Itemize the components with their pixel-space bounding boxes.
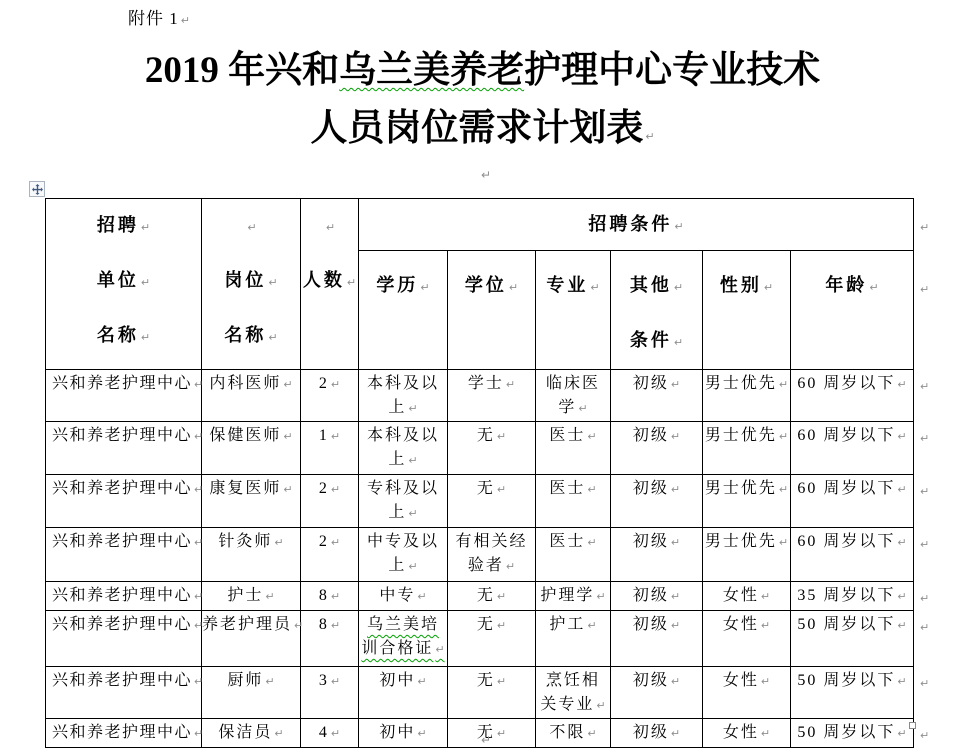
row-end-mark — [914, 528, 959, 582]
cell-degree: 学士 ↵ — [448, 370, 536, 422]
header-position: ↵ 岗位 ↵ 名称 ↵ — [202, 199, 301, 370]
cell-count: 1 ↵ — [301, 422, 359, 475]
table-row — [46, 582, 959, 611]
cell-gender: 男士优先 ↵ — [703, 475, 791, 528]
cell-gender: 男士优先 ↵ — [703, 370, 791, 422]
cell-other: 初级 ↵ — [611, 719, 703, 748]
table-row — [46, 528, 959, 582]
cell-age: 35 周岁以下 ↵ — [791, 582, 914, 611]
row-end-mark — [914, 422, 959, 475]
cell-degree: 无 ↵ — [448, 422, 536, 475]
table-body — [46, 370, 959, 748]
cell-age: 60 周岁以下 ↵ — [791, 422, 914, 475]
header-age: 年龄 ↵ — [791, 251, 914, 370]
cell-position: 内科医师 ↵ — [202, 370, 301, 422]
cell-count: 2 ↵ — [301, 370, 359, 422]
cell-unit: 兴和养老护理中心 ↵ — [46, 370, 202, 422]
table-move-handle[interactable] — [29, 181, 45, 197]
title-line1-after: 护理中心专业技术 — [524, 50, 821, 91]
cell-gender: 女性 ↵ — [703, 719, 791, 748]
row-end-mark — [914, 582, 959, 611]
cell-major: 医士 ↵ — [536, 475, 611, 528]
cell-major: 护理学 ↵ — [536, 582, 611, 611]
cell-position: 厨师 ↵ — [202, 667, 301, 719]
recruitment-table — [45, 198, 959, 748]
cell-position: 保洁员 ↵ — [202, 719, 301, 748]
move-icon — [32, 184, 43, 195]
row-end-mark — [914, 370, 959, 422]
cell-education: 中专及以 上 ↵ — [359, 528, 448, 582]
cell-count: 3 ↵ — [301, 667, 359, 719]
cell-count: 8 ↵ — [301, 582, 359, 611]
cell-count: 2 ↵ — [301, 528, 359, 582]
table-row — [46, 422, 959, 475]
cell-age: 50 周岁以下 ↵ — [791, 719, 914, 748]
table-row — [46, 667, 959, 719]
cell-gender: 女性 ↵ — [703, 611, 791, 667]
paragraph-mark — [481, 731, 495, 745]
cell-age: 50 周岁以下 ↵ — [791, 611, 914, 667]
cell-education: 中专 ↵ — [359, 582, 448, 611]
cell-education: 初中 ↵ — [359, 667, 448, 719]
row-end-mark — [914, 199, 959, 251]
title-line1 — [0, 42, 965, 100]
cell-age: 60 周岁以下 ↵ — [791, 370, 914, 422]
header-count: ↵ 人数 ↵ — [301, 199, 359, 370]
row-end-mark — [914, 719, 959, 748]
cell-gender: 男士优先 ↵ — [703, 422, 791, 475]
cell-age: 60 周岁以下 ↵ — [791, 475, 914, 528]
cell-position: 养老护理员 ↵ — [202, 611, 301, 667]
cell-gender: 女性 ↵ — [703, 582, 791, 611]
cell-other: 初级 ↵ — [611, 611, 703, 667]
cell-count: 4 ↵ — [301, 719, 359, 748]
cell-age: 50 周岁以下 ↵ — [791, 667, 914, 719]
paragraph-mark — [481, 166, 495, 180]
cell-education: 专科及以 上 ↵ — [359, 475, 448, 528]
cell-unit: 兴和养老护理中心 ↵ — [46, 582, 202, 611]
table-resize-handle[interactable] — [909, 722, 916, 729]
cell-unit: 兴和养老护理中心 ↵ — [46, 611, 202, 667]
cell-position: 康复医师 ↵ — [202, 475, 301, 528]
title-misspelled-text: 乌兰美养老 — [339, 50, 525, 91]
cell-position: 护士 ↵ — [202, 582, 301, 611]
cell-gender: 男士优先 ↵ — [703, 528, 791, 582]
cell-unit: 兴和养老护理中心 ↵ — [46, 719, 202, 748]
cell-education: 初中 ↵ — [359, 719, 448, 748]
title-line2-text: 人员岗位需求计划表 — [310, 108, 644, 149]
table-row — [46, 370, 959, 422]
row-end-mark — [914, 475, 959, 528]
cell-position: 针灸师 ↵ — [202, 528, 301, 582]
cell-other: 初级 ↵ — [611, 667, 703, 719]
cell-major: 不限 ↵ — [536, 719, 611, 748]
cell-other: 初级 ↵ — [611, 370, 703, 422]
attachment-label — [128, 4, 190, 29]
header-other: 其他 ↵ 条件 ↵ — [611, 251, 703, 370]
cell-unit: 兴和养老护理中心 ↵ — [46, 528, 202, 582]
cell-degree: 无 ↵ — [448, 611, 536, 667]
document-title — [0, 42, 965, 166]
cell-unit: 兴和养老护理中心 ↵ — [46, 475, 202, 528]
row-end-mark — [914, 251, 959, 370]
table-row — [46, 611, 959, 667]
title-line1-before: 2019 年兴和 — [144, 50, 340, 91]
cell-unit: 兴和养老护理中心 ↵ — [46, 667, 202, 719]
cell-major: 临床医 学 ↵ — [536, 370, 611, 422]
cell-other: 初级 ↵ — [611, 422, 703, 475]
cell-degree: 无 ↵ — [448, 475, 536, 528]
cell-other: 初级 ↵ — [611, 582, 703, 611]
cell-degree: 无 ↵ — [448, 667, 536, 719]
row-end-mark — [914, 667, 959, 719]
cell-major: 医士 ↵ — [536, 422, 611, 475]
cell-unit: 兴和养老护理中心 ↵ — [46, 422, 202, 475]
table-row — [46, 475, 959, 528]
header-unit: 招聘 ↵ 单位 ↵ 名称 ↵ — [46, 199, 202, 370]
cell-education: 乌兰美培 训合格证 ↵ — [359, 611, 448, 667]
cell-count: 2 ↵ — [301, 475, 359, 528]
cell-position: 保健医师 ↵ — [202, 422, 301, 475]
table-header — [46, 199, 959, 370]
cell-education: 本科及以 上 ↵ — [359, 370, 448, 422]
header-degree: 学位 ↵ — [448, 251, 536, 370]
row-end-mark — [914, 611, 959, 667]
cell-major: 护工 ↵ — [536, 611, 611, 667]
title-line2 — [0, 100, 965, 166]
cell-degree: 有相关经 验者 ↵ — [448, 528, 536, 582]
cell-count: 8 ↵ — [301, 611, 359, 667]
header-gender: 性别 ↵ — [703, 251, 791, 370]
table-row — [46, 719, 959, 748]
header-row-group — [46, 199, 959, 251]
cell-gender: 女性 ↵ — [703, 667, 791, 719]
cell-other: 初级 ↵ — [611, 475, 703, 528]
cell-major: 烹饪相 关专业 ↵ — [536, 667, 611, 719]
header-conditions-group: 招聘条件 ↵ — [359, 199, 914, 251]
cell-other: 初级 ↵ — [611, 528, 703, 582]
header-education: 学历 ↵ — [359, 251, 448, 370]
cell-education: 本科及以 上 ↵ — [359, 422, 448, 475]
cell-age: 60 周岁以下 ↵ — [791, 528, 914, 582]
cell-degree: 无 ↵ — [448, 582, 536, 611]
cell-major: 医士 ↵ — [536, 528, 611, 582]
attachment-label-text: 附件 1 — [128, 9, 179, 28]
header-major: 专业 ↵ — [536, 251, 611, 370]
cell-degree: 无 ↵ — [448, 719, 536, 748]
